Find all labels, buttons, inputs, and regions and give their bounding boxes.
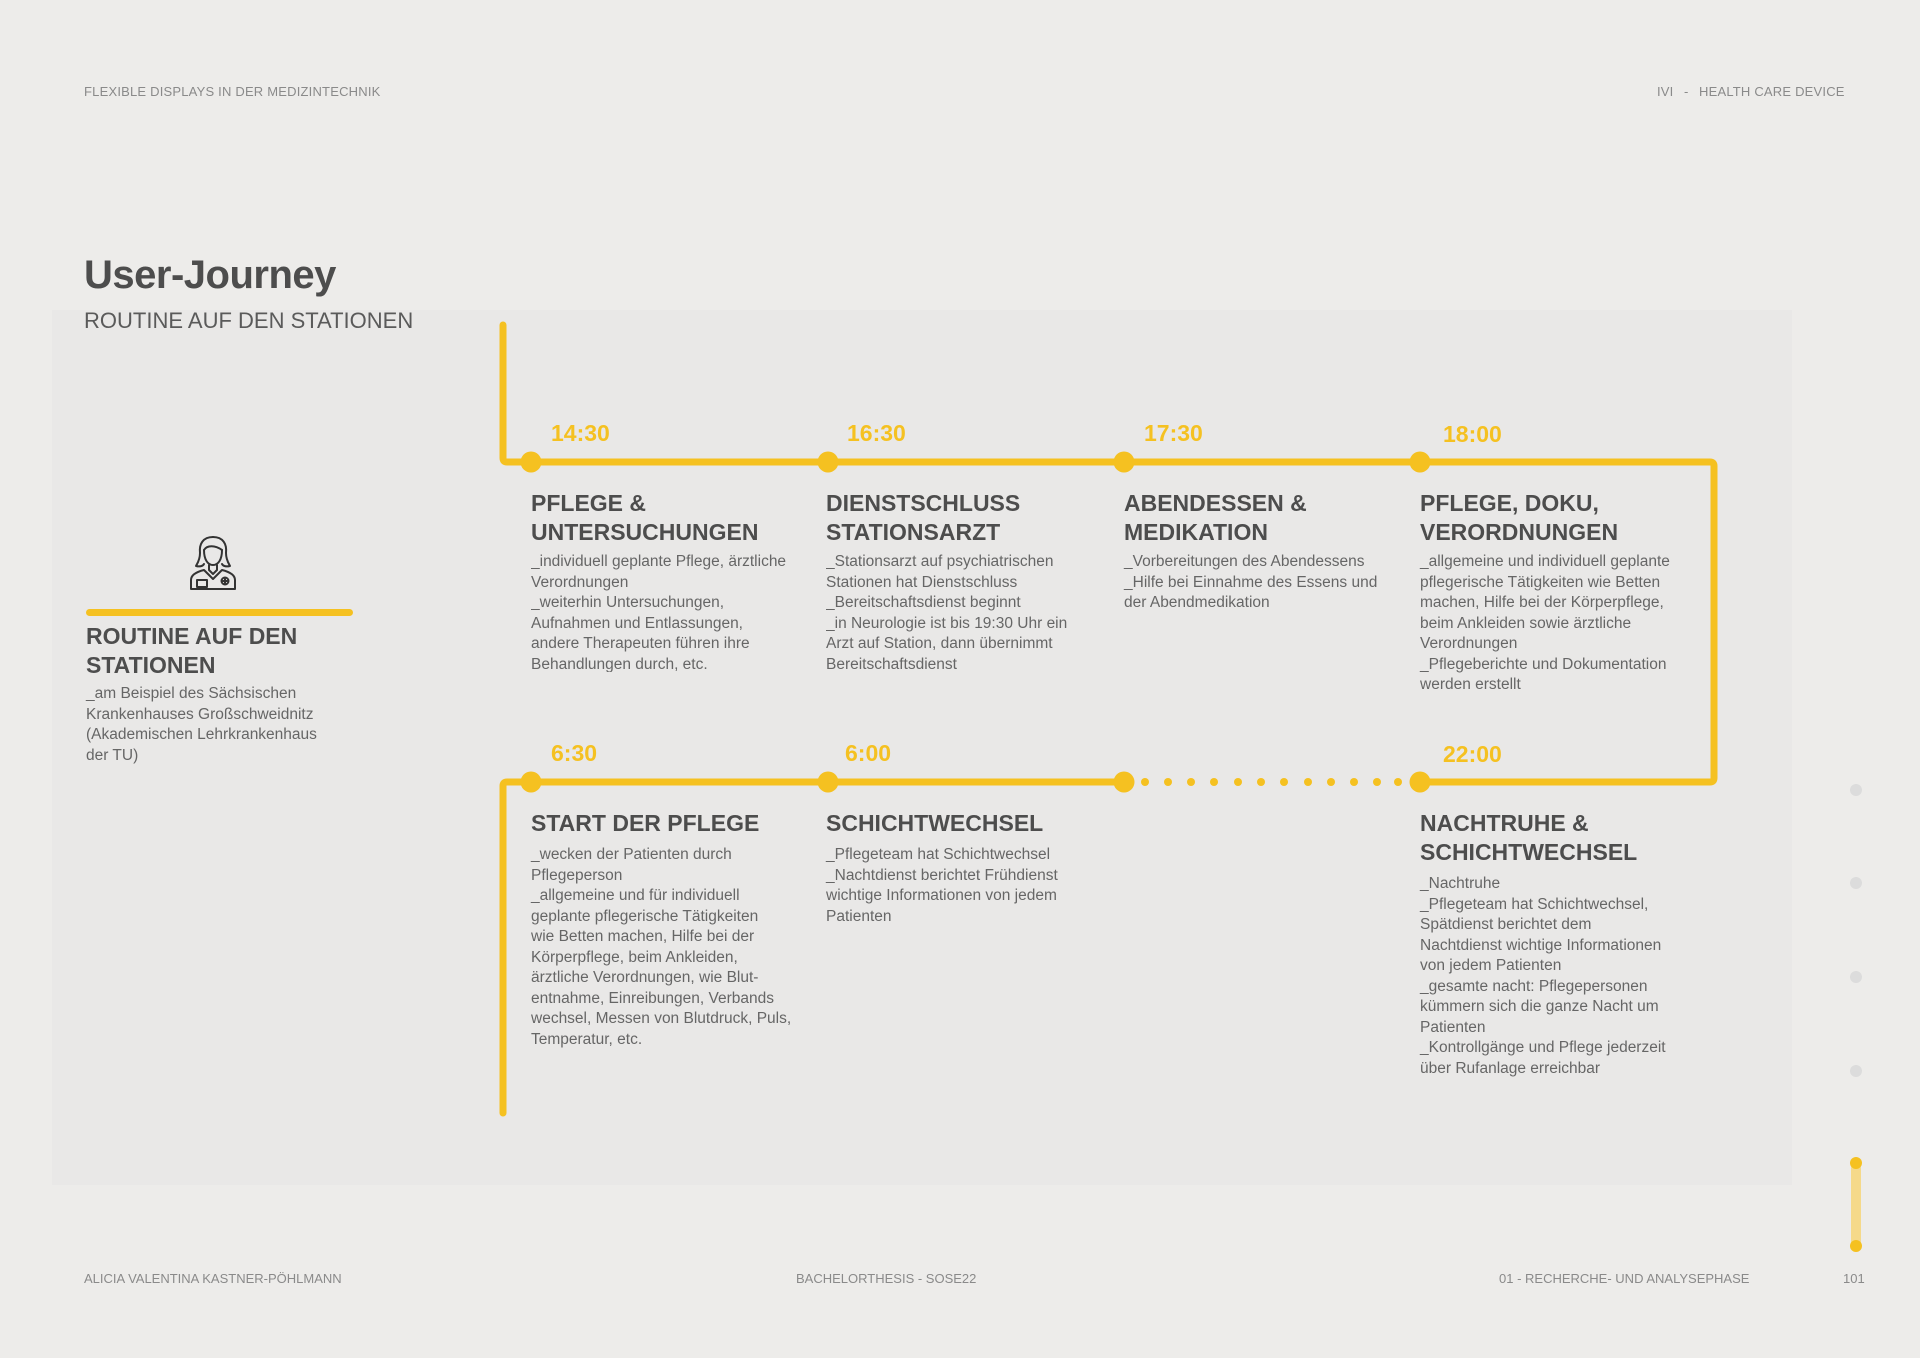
document-title: FLEXIBLE DISPLAYS IN DER MEDIZINTECHNIK xyxy=(84,84,381,99)
page-subtitle: ROUTINE AUF DEN STATIONEN xyxy=(84,308,414,333)
milestone-dot-1730 xyxy=(1114,452,1135,473)
step-time: 6:30 xyxy=(551,740,598,766)
milestone-dot-1630 xyxy=(818,452,839,473)
header-separator: - xyxy=(1684,84,1689,99)
step-title: PFLEGE, DOKU, VERORDNUNGEN xyxy=(1420,490,1619,545)
step-time: 18:00 xyxy=(1443,421,1502,447)
step-description: _allgemeine und individuell geplante pflegerische Tätigkeiten wie Betten machen, Hilfe bei der Körperpflege, beim Ankleiden sowie ärztliche Verordnungen _Pflegeberichte und Dokumentation werden erstellt xyxy=(1420,553,1670,693)
step-description: _Stationsarzt auf psychiatrischen Stationen hat Dienstschluss _Bereitschaftsdienst beginnt _in Neurologie ist bis 19:30 Uhr ein Arzt auf Station, dann übernimmt Bereitschaftsdienst xyxy=(826,553,1068,672)
step-description: _Nachtruhe _Pflegeteam hat Schichtwechsel, Spätdienst berichtet dem Nachtdienst wichtige Informationen von jedem Patienten _gesamte nacht: Pflegepersonen kümmern sich die ganze Nacht um Patienten _Kontrollgänge und Pflege jederzeit über Rufanlage erreichbar xyxy=(1420,875,1666,1077)
step-time: 16:30 xyxy=(847,420,906,446)
page-nav-active-dot[interactable] xyxy=(1850,1157,1862,1169)
milestone-dot-1800 xyxy=(1410,452,1431,473)
page-number: 101 xyxy=(1843,1271,1865,1286)
milestone-dot-night xyxy=(1114,772,1135,793)
page-nav-active-dot[interactable] xyxy=(1850,1240,1862,1252)
page-nav-dot[interactable] xyxy=(1850,784,1862,796)
step-title: NACHTRUHE & SCHICHTWECHSEL xyxy=(1420,810,1638,865)
page-title: User-Journey xyxy=(84,253,336,297)
step-title: PFLEGE & UNTERSUCHUNGEN xyxy=(531,490,759,545)
milestone-dot-0600 xyxy=(818,772,839,793)
night-dotted-gap xyxy=(1141,778,1402,786)
step-title: DIENSTSCHLUSS STATIONSARZT xyxy=(826,490,1021,545)
step-title: SCHICHTWECHSEL xyxy=(826,810,1044,836)
persona-heading: ROUTINE AUF DEN STATIONEN xyxy=(86,623,298,678)
step-description: _wecken der Patienten durch Pflegeperson _allgemeine und für individuell geplante pflegerische Tätigkeiten wie Betten machen, Hilfe bei der Körperpflege, beim Ankleiden, ärztliche Verordnungen, wie Blut- entnahme, Einreibungen, Verbands wechsel, Messen von Blutdruck, Puls, Temperatur, etc. xyxy=(531,846,792,1048)
footer-thesis: BACHELORTHESIS - SOSE22 xyxy=(796,1271,977,1286)
milestone-dot-2200 xyxy=(1410,772,1431,793)
milestone-dot-1430 xyxy=(521,452,542,473)
step-time: 22:00 xyxy=(1443,741,1502,767)
step-title: ABENDESSEN & MEDIKATION xyxy=(1124,490,1307,545)
footer-chapter: 01 - RECHERCHE- UND ANALYSEPHASE xyxy=(1499,1271,1750,1286)
persona-description: _am Beispiel des Sächsischen Krankenhauses Großschweidnitz (Akademischen Lehrkrankenhaus der TU) xyxy=(86,685,317,764)
step-description: _Vorbereitungen des Abendessens _Hilfe bei Einnahme des Essens und der Abendmedikation xyxy=(1124,553,1378,611)
page-nav-dot[interactable] xyxy=(1850,971,1862,983)
header-section-label: HEALTH CARE DEVICE xyxy=(1699,84,1845,99)
page-nav-dot[interactable] xyxy=(1850,877,1862,889)
step-description: _individuell geplante Pflege, ärztliche Verordnungen _weiterhin Untersuchungen, Aufnahmen und Entlassungen, andere Therapeuten führen ihre Behandlungen durch, etc. xyxy=(531,553,787,672)
step-time: 14:30 xyxy=(551,420,610,446)
step-description: _Pflegeteam hat Schichtwechsel _Nachtdienst berichtet Frühdienst wichtige Informationen von jedem Patienten xyxy=(826,846,1058,925)
header-code: IVI xyxy=(1657,84,1674,99)
footer-author: ALICIA VALENTINA KASTNER-PÖHLMANN xyxy=(84,1271,342,1286)
step-time: 6:00 xyxy=(845,740,892,766)
page-nav-dot[interactable] xyxy=(1850,1065,1862,1077)
step-title: START DER PFLEGE xyxy=(531,810,760,836)
milestone-dot-0630 xyxy=(521,772,542,793)
page-nav-active-track[interactable] xyxy=(1851,1163,1861,1248)
step-time: 17:30 xyxy=(1144,420,1203,446)
